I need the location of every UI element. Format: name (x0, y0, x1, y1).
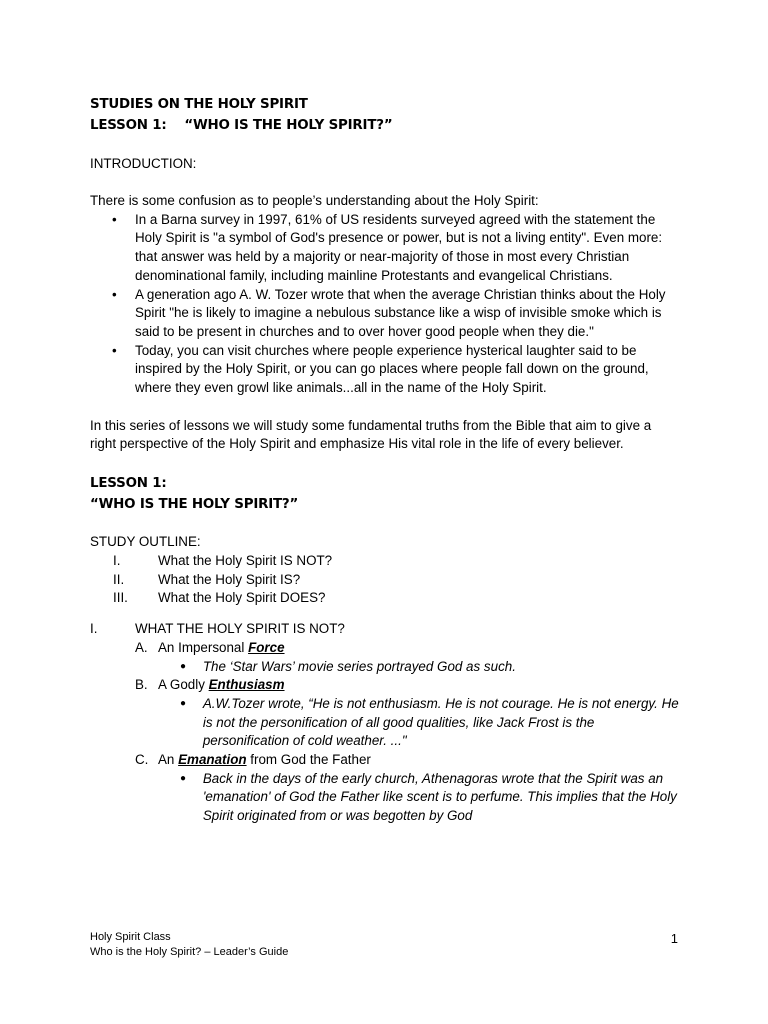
subsection-a: A. An Impersonal Force (135, 639, 285, 655)
footer-class-name: Holy Spirit Class (90, 931, 171, 943)
outline-item: II. What the Holy Spirit IS? (113, 571, 301, 587)
document-title: STUDIES ON THE HOLY SPIRIT (90, 97, 308, 112)
list-item: • A generation ago A. W. Tozer wrote that when the average Christian thinks about the Holy Spirit "he is likely to imagine a nebulous substance like a wisp of invisible smoke which is said to be present in churches and to over hover good people when they die." (112, 286, 666, 339)
document-page (90, 94, 680, 826)
outline-heading: STUDY OUTLINE: (90, 534, 201, 550)
subsection-c: C. An Emanation from God the Father (135, 752, 371, 768)
list-item: ● The ‘Star Wars’ movie series portrayed God as such. (90, 658, 680, 677)
bullet-icon: • (112, 211, 117, 227)
list-item: • Today, you can visit churches where people experience hysterical laughter said to be inspired by the Holy Spirit, or you can go places where people fall down on the ground, where they even growl like animals...all in the name of the Holy Spirit. (112, 342, 649, 396)
bullet-icon: • (112, 286, 117, 302)
keyword: Enthusiasm (208, 677, 285, 693)
section-heading: I. WHAT THE HOLY SPIRIT IS NOT? (90, 621, 345, 637)
intro-closing: In this series of lessons we will study some fundamental truths from the Bible that aim to give a right perspective of the Holy Spirit and emphasize His vital role in the life of every believer. (90, 417, 652, 452)
intro-heading: INTRODUCTION: (90, 155, 197, 171)
document-subtitle: LESSON 1: “WHO IS THE HOLY SPIRIT?” (90, 118, 393, 133)
page-number: 1 (670, 931, 678, 946)
outline-item: III. What the Holy Spirit DOES? (113, 590, 326, 606)
outline-item: I. What the Holy Spirit IS NOT? (113, 552, 333, 568)
intro-lead: There is some confusion as to people’s understanding about the Holy Spirit: (90, 193, 539, 209)
list-item: ● A.W.Tozer wrote, “He is not enthusiasm. He is not courage. He is not energy. He is not the personification of all good qualities, like Jack Frost is the personification of cold weather. ..." (90, 695, 680, 751)
footer-guide-title: Who is the Holy Spirit? – Leader’s Guide (90, 946, 289, 958)
list-item: ● Back in the days of the early church, Athenagoras wrote that the Spirit was an 'emanation' of God the Father like scent is to perfume. This implies that the Holy Spirit originated from or was begotten by God (90, 770, 680, 826)
intro-bullet-list (90, 211, 680, 398)
keyword: Emanation (178, 752, 247, 768)
subsection-b: B. A Godly Enthusiasm (135, 677, 285, 693)
bullet-icon: ● (180, 697, 187, 709)
lesson-title: “WHO IS THE HOLY SPIRIT?” (90, 496, 299, 512)
list-item: • In a Barna survey in 1997, 61% of US residents surveyed agreed with the statement the Holy Spirit is "a symbol of God's presence or power, but is not a living entity". Even more: that answer was held by a majority or near-majority of those in most every Christian denominational family, including mainline Protestants and evangelical Christians. (112, 211, 663, 283)
page-footer (90, 930, 288, 960)
bullet-icon: ● (180, 772, 187, 784)
bullet-icon: • (112, 342, 117, 358)
lesson-label: LESSON 1: (90, 475, 167, 491)
bullet-icon: ● (180, 660, 187, 672)
keyword: Force (248, 639, 285, 655)
